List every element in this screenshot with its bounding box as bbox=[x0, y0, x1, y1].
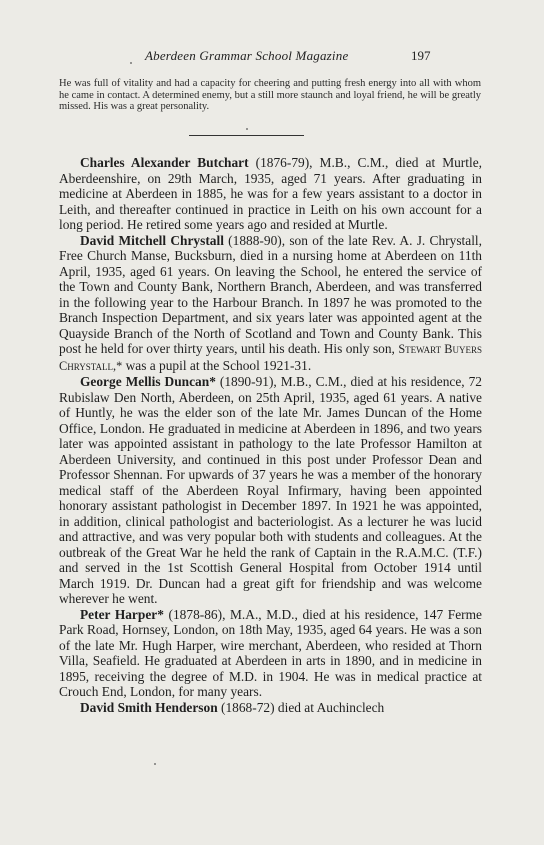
obituary-text: (1876-79), M.B., C.M., died at Murtle, Aberdeenshire, on 29th March, 1935, aged 71 years. After graduating in medicine at Aberdeen in 1885, he was for a few years assistant to a doctor in Leith, and thereafter continued in practice in Leith on his own account for a long period. He retired some years ago and resided at Murtle. bbox=[59, 155, 482, 232]
intro-paragraph: He was full of vitality and had a capacity for cheering and putting fresh energy into all with whom he came in contact. A determined enemy, but a still more staunch and loyal friend, he will be greatly missed. His was a great personality. bbox=[59, 78, 481, 112]
paper-speck bbox=[130, 62, 132, 64]
obituary-text: (1888-90), son of the late Rev. A. J. Chrystall, Free Church Manse, Bucksburn, died in a nursing home at Aberdeen on 11th April, 1935, aged 61 years. On leaving the School, he entered the service of the Town and County Bank, Northern Branch, Aberdeen, and was transferred in the following year to the Harbour Branch. In 1897 he was promoted to the Branch Inspection Department, and six years later was appointed agent at the Quayside Branch of the North of Scotland and Town and County Bank. This post he held for over thirty years, until his death. His only son, bbox=[59, 232, 482, 356]
obituary-name: Peter Harper* bbox=[80, 606, 164, 622]
obituary-text: (1890-91), M.B., C.M., died at his residence, 72 Rubislaw Den North, Aberdeen, on 25th April, 1935, aged 61 years. A native of Huntly, he was the elder son of the late Mr. James Duncan of the Home Office, London. He graduated in medicine at Aberdeen in 1896, and two years later was appointed assistant in pathology to the late Professor Hamilton at Aberdeen University, and continued in this post under Professor Dean and Professor Shennan. For upwards of 37 years he was a member of the honorary medical staff of the Aberdeen Royal Infirmary, having been appointed honorary assistant pathologist in December 1897. In 1921 he was appointed, in addition, clinical pathologist and bacteriologist. As a lecturer he was lucid and attractive, and was very popular both with students and colleagues. At the outbreak of the Great War he held the rank of Captain in the R.A.M.C. (T.F.) and served in the 1st Scottish General Hospital from October 1914 until March 1919. Dr. Duncan had a great gift for friendship and was welcome wherever he went. bbox=[59, 374, 482, 606]
obituary-entry bbox=[59, 607, 482, 700]
magazine-title: Aberdeen Grammar School Magazine bbox=[145, 48, 349, 63]
section-divider bbox=[189, 135, 304, 136]
obituary-name: George Mellis Duncan* bbox=[80, 374, 216, 389]
obituary-entry bbox=[59, 233, 482, 375]
obituary-entry bbox=[59, 155, 482, 233]
obituary-entry bbox=[59, 700, 482, 716]
obituary-text-continued: was a pupil at the School 1921-31. bbox=[122, 357, 312, 373]
obituary-entry bbox=[59, 374, 482, 607]
running-head bbox=[0, 48, 544, 68]
obituary-name: David Smith Henderson bbox=[80, 699, 218, 715]
paper-speck bbox=[246, 128, 248, 130]
obituary-text: (1868-72) died at Auchinclech bbox=[217, 699, 385, 715]
obituary-text: (1878-86), M.A., M.D., died at his residence, 147 Ferme Park Road, Hornsey, London, on 18th May, 1935, aged 64 years. He was a son of the late Mr. Hugh Harper, wire merchant, Aberdeen, who resided at Thorn Villa, Seafield. He graduated at Aberdeen in arts in 1890, and in medicine in 1895, receiving the degree of M.D. in 1904. He was in medical practice at Crouch End, London, for many years. bbox=[59, 606, 482, 699]
obituary-name: Charles Alexander Butchart bbox=[80, 155, 249, 170]
obituary-name: David Mitchell Chrystall bbox=[80, 232, 224, 248]
son-name: Stewart Buyers Chrystall,* bbox=[59, 342, 482, 373]
obituaries-column bbox=[59, 155, 482, 715]
paper-speck bbox=[154, 763, 156, 765]
page-number: 197 bbox=[411, 48, 431, 63]
